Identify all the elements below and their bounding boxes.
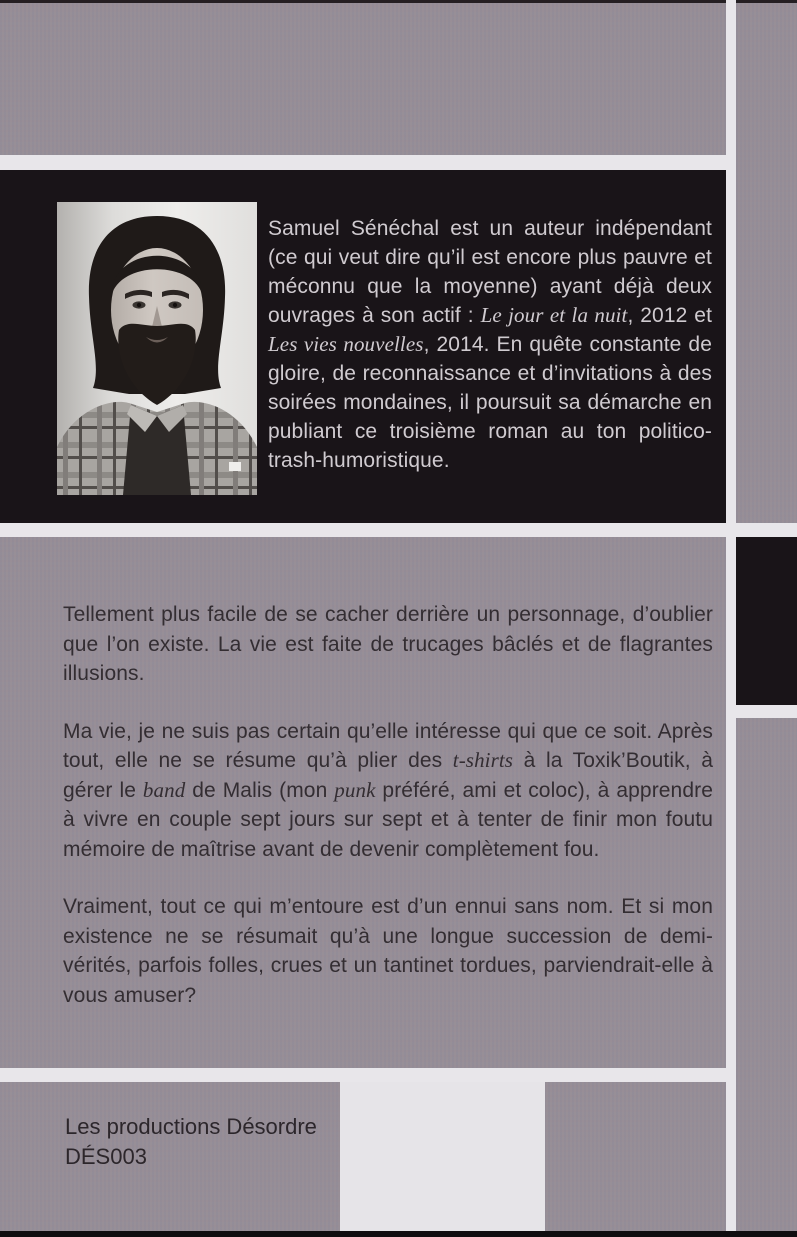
publisher-name: Les productions Désordre bbox=[65, 1114, 317, 1139]
synopsis-text bbox=[63, 600, 713, 1038]
synopsis-paragraph-1: Tellement plus facile de se cacher derrière un personnage, d’oublier que l’on existe. La vie est faite de trucages bâclés et de flagrantes illusions. bbox=[63, 603, 713, 685]
author-portrait-photo bbox=[57, 202, 257, 495]
top-scan-edge bbox=[0, 0, 797, 3]
bottom-scan-edge bbox=[0, 1231, 797, 1237]
publisher-imprint bbox=[65, 1112, 385, 1172]
horizontal-divider-bottom bbox=[0, 1068, 726, 1082]
vertical-divider bbox=[726, 0, 736, 1237]
horizontal-divider-top bbox=[0, 155, 726, 170]
catalog-number: DÉS003 bbox=[65, 1144, 147, 1169]
shirt-tag bbox=[229, 462, 241, 471]
horizontal-divider-middle bbox=[0, 523, 797, 537]
right-column-white-band bbox=[736, 705, 797, 718]
author-panel bbox=[0, 170, 726, 523]
author-bio: Samuel Sénéchal est un auteur indépendant (ce qui veut dire qu’il est encore plus pauvre et méconnu que la moyenne) ayant déjà deux ouvrages à son actif : Le jour et la nuit, 2012 et Les vies nouvelles, 2014. En quête constante de gloire, de reconnaissance et d’invitations à des soirées mondaines, il poursuit sa démarche en publiant ce troisième roman au ton politico-trash-humoristique. bbox=[268, 217, 713, 472]
synopsis-paragraph-2: Ma vie, je ne suis pas certain qu’elle intéresse qui que ce soit. Après tout, elle ne se résume qu’à plier des t-shirts à la Toxik’Boutik, à gérer le band de Malis (mon punk préféré, ami et coloc), à apprendre à vivre en couple sept jours sur sept et à tenter de finir mon foutu mémoire de maîtrise avant de devenir complètement fou. bbox=[63, 719, 713, 861]
synopsis-paragraph-3: Vraiment, tout ce qui m’entoure est d’un ennui sans nom. Et si mon existence ne se résumait qu’à une longue succession de demi-vérités, parfois folles, crues et un tantinet tordues, parviendrait-elle à vous amuser? bbox=[63, 895, 713, 1007]
right-column-black-block bbox=[736, 537, 797, 705]
